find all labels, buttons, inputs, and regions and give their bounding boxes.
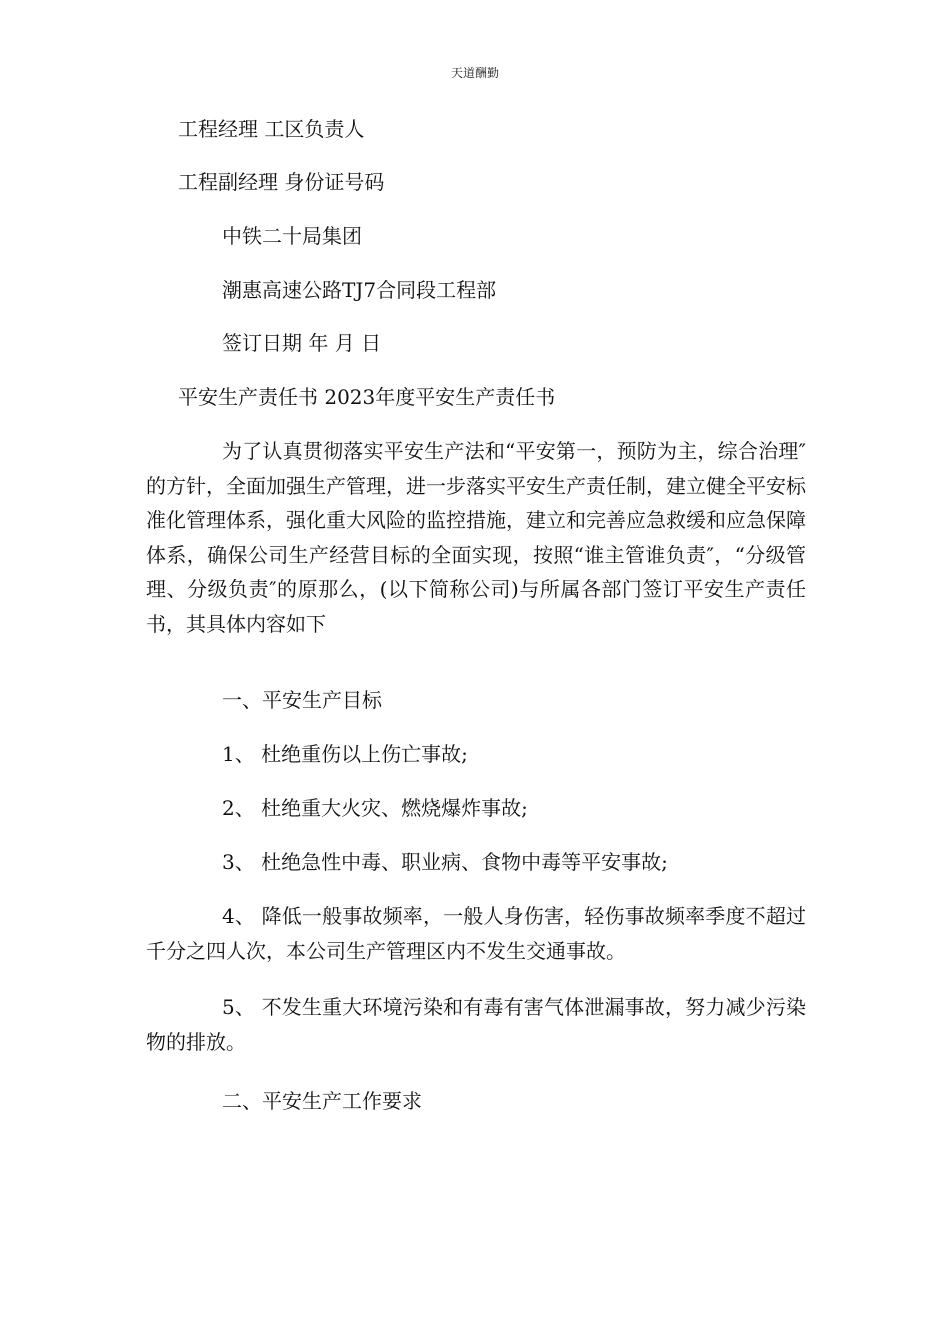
- signature-line-deputy: 工程副经理 身份证号码: [178, 170, 385, 194]
- goal-item-5: 5、 不发生重大环境污染和有毒有害气体泄漏事故，努力减少污染物的排放。: [146, 995, 806, 1054]
- section-heading-goals: 一、平安生产目标: [222, 688, 382, 712]
- goal-item-3: 3、 杜绝急性中毒、职业病、食物中毒等平安事故;: [222, 850, 668, 874]
- goal-item-1: 1、 杜绝重伤以上伤亡事故;: [222, 742, 468, 766]
- company-name: 中铁二十局集团: [222, 224, 362, 248]
- department-name: 潮惠高速公路TJ7合同段工程部: [222, 278, 497, 302]
- document-title: 平安生产责任书 2023年度平安生产责任书: [178, 385, 556, 409]
- goal-item-2: 2、 杜绝重大火灾、燃烧爆炸事故;: [222, 796, 528, 820]
- intro-paragraph: 为了认真贯彻落实平安生产法和“平安第一，预防为主，综合治理″的方针，全面加强生产管理，进一步落实平安生产责任制，建立健全平安标准化管理体系，强化重大风险的监控措施，建立和完善应急救缓和应急保障体系，确保公司生产经营目标的全面实现，按照“谁主管谁负责″，“分级管理、分级负责″的原那么，(以下简称公司)与所属各部门签订平安生产责任书，其具体内容如下: [146, 439, 806, 636]
- page-header: 天道酬勤: [450, 66, 499, 80]
- goal-item-4: 4、 降低一般事故频率，一般人身伤害，轻伤事故频率季度不超过千分之四人次，本公司生产管理区内不发生交通事故。: [146, 904, 806, 963]
- sign-date: 签订日期 年 月 日: [222, 331, 382, 355]
- section-heading-requirements: 二、平安生产工作要求: [222, 1089, 422, 1113]
- signature-line-manager: 工程经理 工区负责人: [178, 117, 365, 141]
